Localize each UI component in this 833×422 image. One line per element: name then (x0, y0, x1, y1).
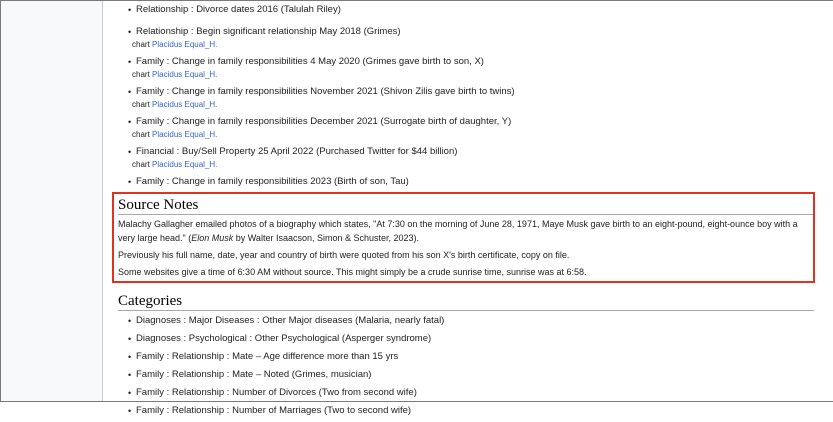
category-text: Diagnoses : Psychological : Other Psychological (Asperger syndrome) (136, 333, 432, 344)
category-text: Diagnoses : Major Diseases : Other Major diseases (Malaria, nearly fatal) (136, 315, 445, 326)
bullet-icon: • (128, 147, 132, 157)
event-text: Family : Change in family responsibilities November 2021 (Shivon Zilis gave birth to twins) (136, 86, 515, 97)
category-text: Family : Relationship : Number of Marriages (Two to second wife) (136, 405, 412, 416)
highlight-box (112, 192, 815, 283)
list-item (128, 25, 818, 51)
chart-link[interactable]: Placidus Equal_H. (152, 70, 218, 79)
list-item (128, 350, 818, 364)
list-item (128, 386, 818, 400)
bullet-icon: • (128, 5, 132, 15)
category-text: Family : Relationship : Mate – Age difference more than 15 yrs (136, 351, 399, 362)
list-item (128, 368, 818, 382)
left-gutter (1, 1, 102, 401)
event-text: Relationship : Divorce dates 2016 (Talulah Riley) (136, 4, 341, 15)
chart-prefix: chart (132, 130, 150, 139)
category-text: Family : Relationship : Mate – Noted (Grimes, musician) (136, 369, 372, 380)
bullet-icon: • (128, 352, 132, 362)
bullet-icon: • (128, 27, 132, 37)
bullet-icon: • (128, 406, 132, 416)
bullet-icon: • (128, 177, 132, 187)
chart-link[interactable]: Placidus Equal_H. (152, 160, 218, 169)
bullet-icon: • (128, 87, 132, 97)
category-text: Family : Relationship : Number of Divorces (Two from second wife) (136, 387, 417, 398)
events-list (128, 3, 818, 189)
bullet-icon: • (128, 370, 132, 380)
bullet-icon: • (128, 117, 132, 127)
book-title: Elon Musk (191, 232, 234, 243)
categories-list (128, 314, 818, 422)
bullet-icon: • (128, 57, 132, 67)
event-text: Family : Change in family responsibilities 2023 (Birth of son, Tau) (136, 176, 409, 187)
chart-prefix: chart (132, 160, 150, 169)
list-item (128, 55, 818, 81)
list-item (128, 332, 818, 346)
list-item (128, 404, 818, 418)
event-text: Relationship : Begin significant relationship May 2018 (Grimes) (136, 26, 401, 37)
bullet-icon: • (128, 316, 132, 326)
list-item (128, 85, 818, 111)
chart-prefix: chart (132, 70, 150, 79)
event-text: Family : Change in family responsibilities December 2021 (Surrogate birth of daughter, Y) (136, 116, 512, 127)
chart-prefix: chart (132, 100, 150, 109)
source-note-paragraph: Some websites give a time of 6:30 AM without source. This might simply be a crude sunrise time, sunrise was at 6:58. (118, 267, 587, 277)
source-notes-heading: Source Notes (118, 197, 199, 213)
source-note-paragraph: Previously his full name, date, year and country of birth were quoted from his son X's birth certificate, copy on file. (118, 250, 570, 260)
chart-prefix: chart (132, 40, 150, 49)
list-item (128, 115, 818, 141)
list-item (128, 145, 818, 171)
event-text: Family : Change in family responsibilities 4 May 2020 (Grimes gave birth to son, X) (136, 56, 484, 67)
list-item (128, 314, 818, 328)
bullet-icon: • (128, 334, 132, 344)
chart-link[interactable]: Placidus Equal_H. (152, 130, 218, 139)
chart-link[interactable]: Placidus Equal_H. (152, 100, 218, 109)
divider (118, 310, 814, 311)
bullet-icon: • (128, 388, 132, 398)
list-item (128, 3, 818, 25)
categories-heading: Categories (118, 293, 183, 309)
source-note-paragraph: Malachy Gallagher emailed photos of a biography which states, "At 7:30 on the morning of June 28, 1971, Maye Musk gave birth to an eight-pound, eight-ounce boy with a very large head." (Elon Musk by Walter Isaacson, Simon & Schuster, 2023). (118, 219, 798, 243)
event-text: Financial : Buy/Sell Property 25 April 2022 (Purchased Twitter for $44 billion) (136, 146, 458, 157)
list-item (128, 175, 818, 189)
chart-link[interactable]: Placidus Equal_H. (152, 40, 218, 49)
